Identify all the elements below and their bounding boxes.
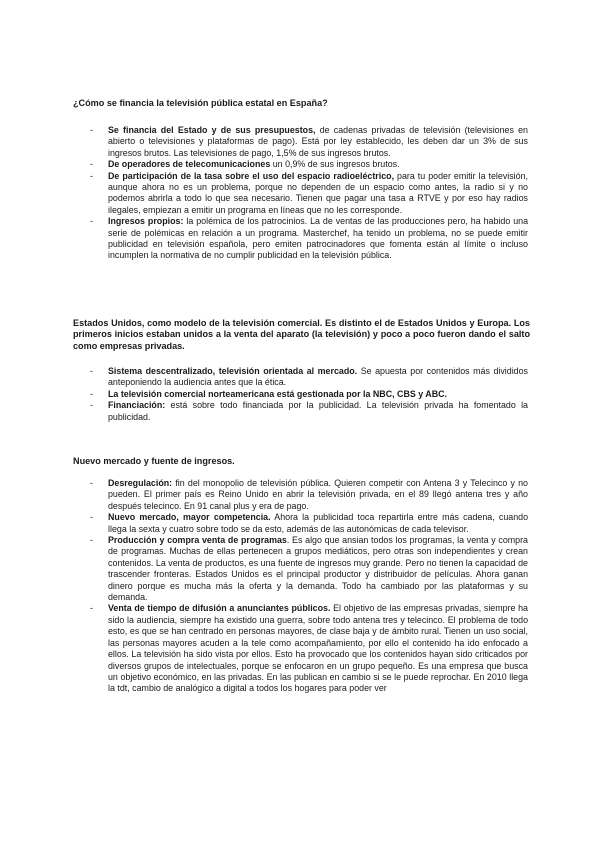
list-item — [0, 125, 600, 159]
section-heading-usa: Estados Unidos, como modelo de la televisión comercial. Es distinto el de Estados Unidos y Europa. Los primeros inicios estaban unidos a la venta del aparato (la televisión) y poco a poco fueron dando el salto como empresas privadas. — [73, 318, 530, 351]
bullet-dash: - — [90, 216, 93, 227]
item-text: Se apuesta por contenidos más divididos anteponiendo la audiencia antes que la ética. — [108, 366, 528, 388]
item-text: un 0,9% de sus ingresos brutos. — [270, 159, 400, 170]
item-bold: Desregulación: — [108, 478, 173, 488]
bullet-dash: - — [90, 478, 93, 488]
item-bold: Nuevo mercado, mayor competencia. — [108, 512, 271, 523]
list-item — [0, 512, 600, 535]
list-item — [0, 603, 600, 694]
bullet-dash: - — [90, 388, 93, 399]
bullet-dash: - — [90, 400, 93, 411]
item-bold: Producción y compra venta de programas — [108, 535, 287, 546]
item-text: para tu poder emitir la televisión, aunque ahora no es un problema, porque no dependen de un espacio como antes, la radio si y no podemos abrirla a todo lo que sea necesario. Tienen que pagar una tasa a RTVE y por eso hay radios ilegales, empiezan a emitir un programa en líneas que no les corresponde. — [108, 170, 528, 215]
item-bold: La televisión comercial norteamericana está gestionada por la NBC, CBS y ABC. — [108, 388, 448, 399]
item-bold: Se financia del Estado y de sus presupuestos, — [108, 125, 316, 135]
list-item — [0, 535, 600, 603]
item-text: El objetivo de las empresas privadas, siempre ha sido la audiencia, siempre ha existido una guerra, sobre todo antena tres y telecinco. El problema de todo esto, es que se han centrado en personas mayores, de clase baja y de ámbito rural. Tienen un uso social, las personas mayores acuden a la tele como acompañamiento, por ello el contenido ha ido enfocado a ellos. La televisión ha sido vista por ellos. Esto ha provocado que los contenidos hayan sido criticados por diversos grupos de intelectuales, porque se enfocaron en un grupo pequeño. Es una empresa que busca un objetivo económico, en las privadas. En las publican en cambio si se le puede reprochar. En 2010 llega la tdt, cambio de analógico a digital a todos los hogares para poder ver — [108, 603, 528, 694]
list-item — [0, 159, 600, 170]
item-text: fin del monopolio de televisión pública. Quieren competir con Antena 3 y Telecinco y no pueden. El primer país es Reino Unido en abrir la televisión privada, en el 89 llegó antena tres y año después telecinco. En 91 canal plus y era de pago. — [108, 478, 528, 511]
item-text: está sobre todo financiada por la publicidad. La televisión privada ha fomentado la publicidad. — [108, 400, 528, 422]
item-bold: Venta de tiempo de difusión a anunciantes públicos. — [108, 603, 331, 614]
item-bold: De participación de la tasa sobre el uso del espacio radioeléctrico, — [108, 170, 395, 181]
list-market — [0, 478, 600, 695]
bullet-dash: - — [90, 512, 93, 523]
bullet-dash: - — [90, 170, 93, 181]
section-heading-financing: ¿Cómo se financia la televisión pública estatal en España? — [73, 98, 328, 108]
item-bold: De operadores de telecomunicaciones — [108, 159, 271, 170]
list-item — [0, 400, 600, 423]
list-item — [0, 366, 600, 389]
list-usa — [0, 366, 600, 423]
section-heading-market: Nuevo mercado y fuente de ingresos. — [73, 456, 235, 466]
item-text: la polémica de los patrocinios. La de ventas de las producciones pero, ha habido una serie de polémicas en relación a un programa. Masterchef, ha tenido un problema, no se puede emitir publicidad en televisión española, pero emiten patrocinadores que fomenta están al límite o incluso incumplen la normativa de no cumplir publicidad en la televisión pública. — [108, 216, 528, 261]
list-item — [0, 389, 600, 400]
item-text: . Es algo que ansian todos los programas, la venta y compra de programas. Muchas de ellas pertenecen a grupos mediáticos, pero otras son independientes y crean contenidos. La venta de productos, es una fuente de ingresos muy grande. Pero no tienen la capacidad de trascender fronteras. Estados Unidos es el principal productor y distribuidor de películas. Ahora ganan dinero porque es mucha más la oferta y la demanda. Todo ha cambiado por las plataformas y su demanda. — [108, 535, 528, 603]
bullet-dash: - — [90, 366, 93, 376]
bullet-dash: - — [90, 125, 93, 135]
bullet-dash: - — [90, 603, 93, 614]
bullet-dash: - — [90, 535, 93, 546]
item-bold: Financiación: — [108, 400, 166, 411]
list-financing — [0, 125, 600, 262]
item-text: Ahora la publicidad toca repartirla entre más cadena, cuando llega la sexta y cuatro sobre todo se da esto, además de las autonómicas de cada televisor. — [108, 512, 529, 534]
list-item — [0, 171, 600, 217]
list-item — [0, 478, 600, 512]
item-text: de cadenas privadas de televisión (televisiones en abierto o televisiones y plataformas de pago). Está por ley establecido, les deben dar un 3% de sus ingresos brutos. Las televisiones de pago, 1,5% de sus ingresos brutos. — [108, 125, 528, 158]
bullet-dash: - — [90, 159, 93, 170]
list-item — [0, 216, 600, 262]
item-bold: Sistema descentralizado, televisión orientada al mercado. — [108, 366, 358, 376]
item-bold: Ingresos propios: — [108, 216, 184, 227]
